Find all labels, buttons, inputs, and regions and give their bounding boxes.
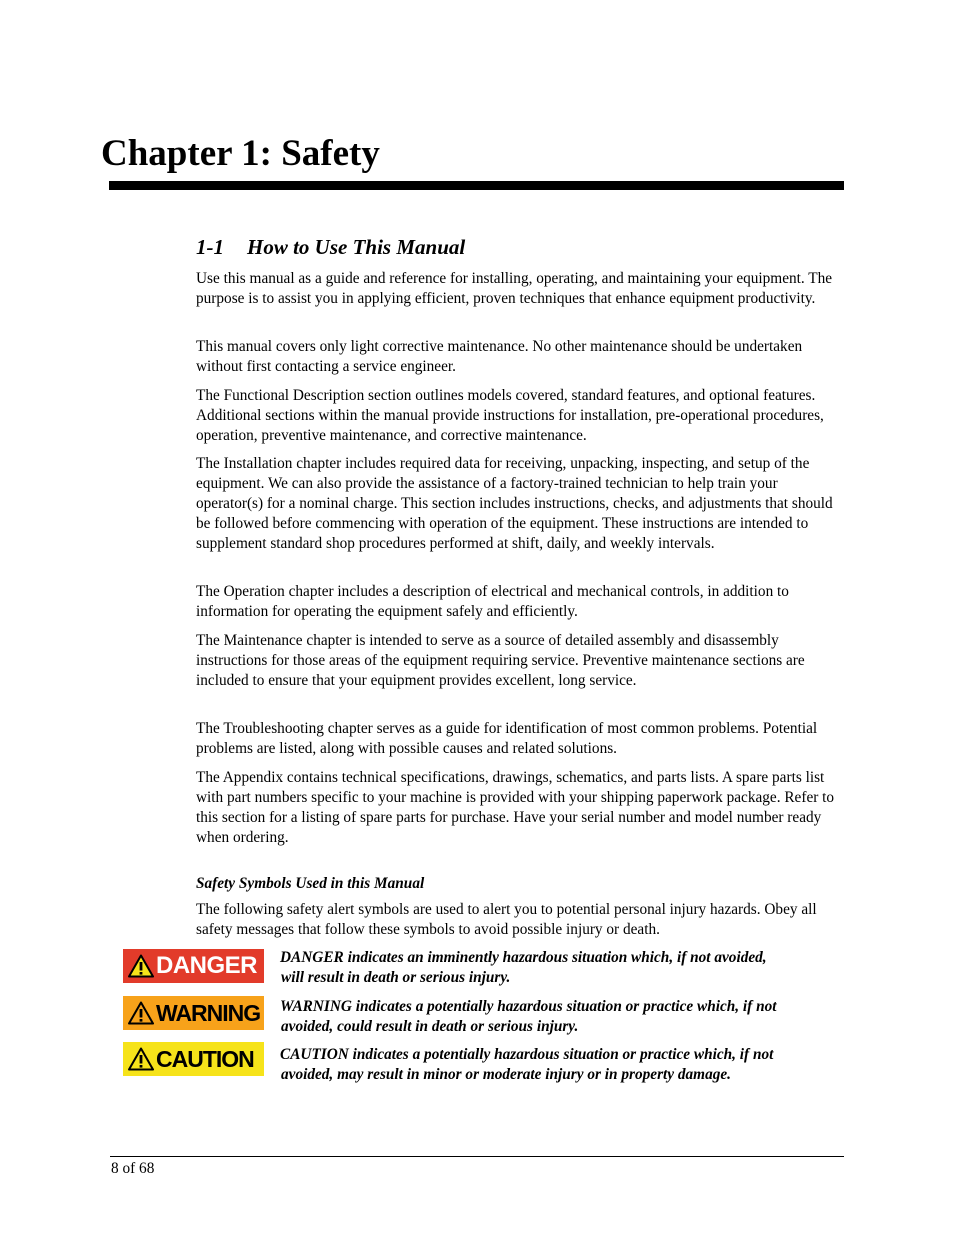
caution-description-line-2: avoided, may result in minor or moderate injury or in property damage. (281, 1066, 731, 1083)
warning-sign-label: WARNING (156, 1000, 261, 1026)
paragraph-installation: The Installation chapter includes required data for receiving, unpacking, inspecting, and setup of the equipment. We can also provide the assistance of a factory-trained technician to help train your operator(s) for a nominal charge. This section includes instructions, checks, and adjustments that should be followed before commencing with operation of the equipment. These instructions are intended to supplement standard shop procedures performed at shift, daily, and weekly intervals. (196, 455, 833, 552)
warning-description-line-2: avoided, could result in death or serious injury. (281, 1018, 579, 1035)
page-number: 8 of 68 (111, 1160, 155, 1177)
safety-symbols-heading: Safety Symbols Used in this Manual (196, 875, 425, 892)
danger-description (279, 948, 850, 988)
footer-rule (110, 1156, 844, 1157)
danger-sign (123, 949, 264, 983)
caution-sign-label: CAUTION (156, 1046, 254, 1072)
caution-description-line-1: CAUTION indicates a potentially hazardous situation or practice which, if not (280, 1046, 774, 1063)
warning-description-line-1: WARNING indicates a potentially hazardous situation or practice which, if not (280, 998, 777, 1015)
warning-triangle-icon (128, 954, 154, 978)
danger-description-line-1: DANGER indicates an imminently hazardous situation which, if not avoided, (280, 949, 767, 966)
danger-sign-label: DANGER (156, 952, 258, 979)
paragraph-intro: Use this manual as a guide and reference for installing, operating, and maintaining your equipment. The purpose is to assist you in applying efficient, proven techniques that enhance equipment productivity. (196, 270, 833, 307)
warning-description (279, 997, 850, 1037)
chapter-title-rule (109, 181, 844, 190)
section-number: 1-1 (196, 235, 224, 259)
paragraph-scope: This manual covers only light corrective maintenance. No other maintenance should be undertaken without first contacting a service engineer. (196, 338, 803, 375)
paragraph-operation: The Operation chapter includes a description of electrical and mechanical controls, in addition to information for operating the equipment safely and efficiently. (196, 583, 789, 620)
danger-description-line-2: will result in death or serious injury. (281, 969, 511, 986)
caution-sign (123, 1042, 264, 1076)
warning-sign (123, 996, 264, 1030)
paragraph-maintenance: The Maintenance chapter is intended to serve as a source of detailed assembly and disassembly instructions for those areas of the equipment requiring service. Preventive maintenance sections are included to ensure that your equipment provides excellent, long service. (196, 632, 805, 689)
safety-symbols-intro: The following safety alert symbols are used to alert you to potential personal injury hazards. Obey all safety messages that follow these symbols to avoid possible injury or death. (196, 901, 817, 938)
paragraph-functional-description: The Functional Description section outlines models covered, standard features, and optional features. Additional sections within the manual provide instructions for installation, pre-operational procedures, operation, preventive maintenance, and corrective maintenance. (196, 387, 824, 444)
caution-description (279, 1045, 850, 1085)
paragraph-troubleshooting: The Troubleshooting chapter serves as a guide for identification of most common problems. Potential problems are listed, along with possible causes and related solutions. (196, 720, 818, 757)
warning-triangle-icon (128, 1047, 154, 1071)
section-heading (196, 233, 465, 261)
section-title: How to Use This Manual (247, 235, 466, 259)
warning-triangle-icon (128, 1001, 154, 1025)
paragraph-appendix: The Appendix contains technical specifications, drawings, schematics, and parts lists. A spare parts list with part numbers specific to your machine is provided with your shipping paperwork package. Refer to this section for a listing of spare parts for purchase. Have your serial number and model number ready when ordering. (196, 769, 835, 846)
chapter-title: Chapter 1: Safety (101, 133, 380, 174)
